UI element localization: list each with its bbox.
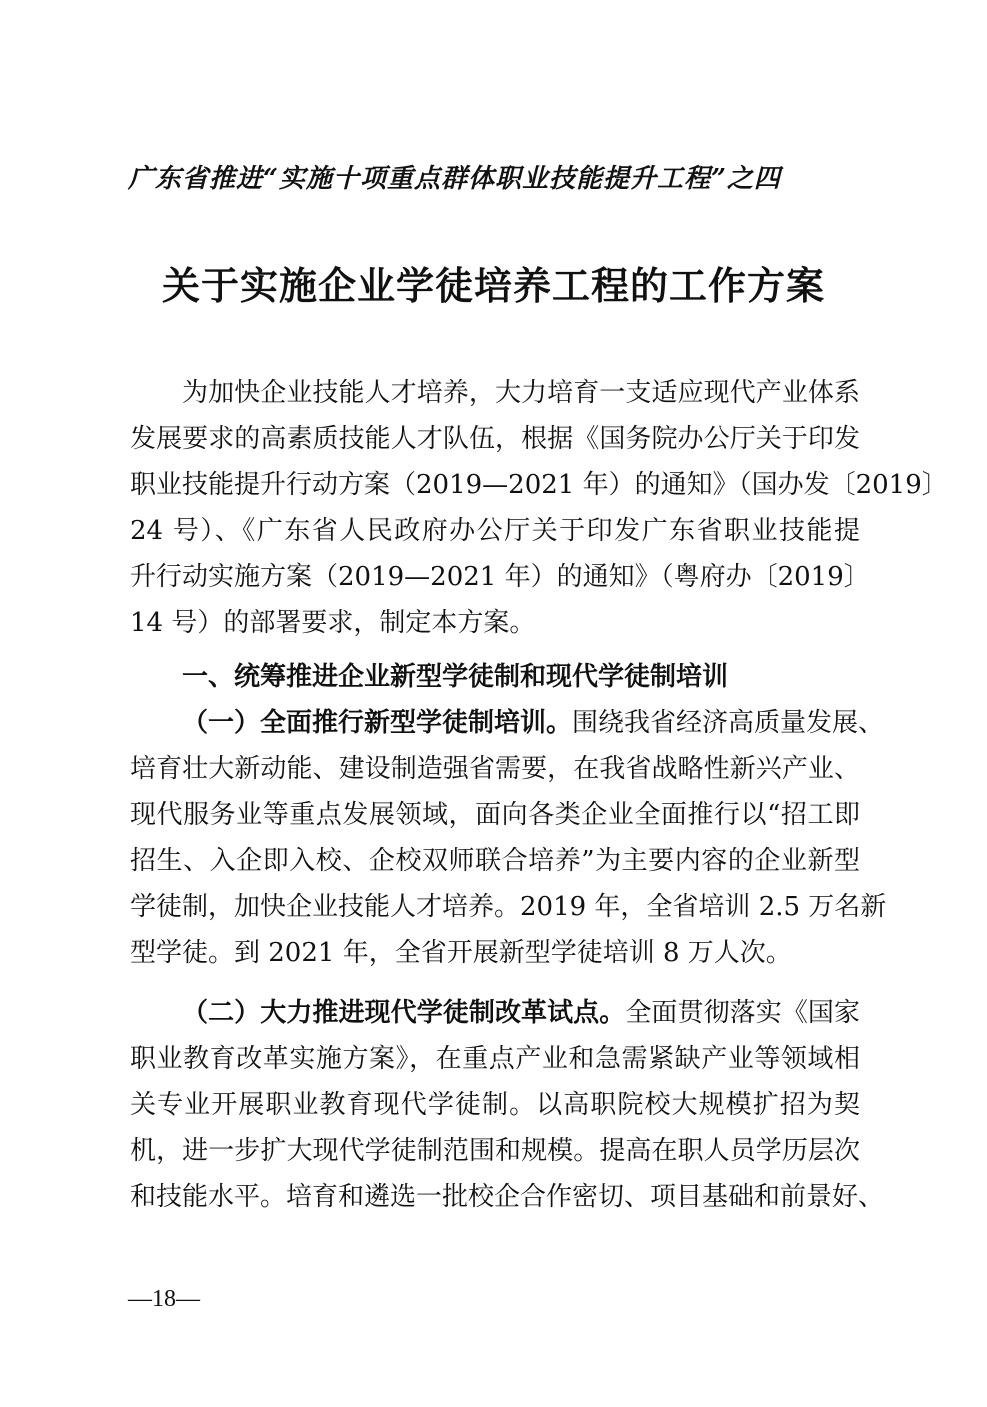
- item2-line: 职业教育改革实施方案》，在重点产业和急需紧缺产业等领域相: [130, 1044, 860, 1074]
- item1-line: 型学徒。到 2021 年，全省开展新型学徒培训 8 万人次。: [130, 938, 792, 968]
- item2-line: 机，进一步扩大现代学徒制范围和规模。提高在职人员学历层次: [130, 1136, 860, 1166]
- item2-heading: （二）大力推进现代学徒制改革试点。: [182, 998, 626, 1028]
- item1-line: 现代服务业等重点发展领域，面向各类企业全面推行以“招工即: [130, 800, 860, 830]
- document-title: 关于实施企业学徒培养工程的工作方案: [161, 263, 825, 308]
- section-heading: 一、统筹推进企业新型学徒制和现代学徒制培训: [182, 662, 729, 692]
- item1-first-line: [182, 700, 885, 746]
- item1-first-rest: 围绕我省经济高质量发展、: [572, 708, 885, 738]
- intro-line: 14 号）的部署要求，制定本方案。: [130, 608, 536, 638]
- item1-heading: （一）全面推行新型学徒制培训。: [182, 708, 573, 738]
- item1-line: 学徒制，加快企业技能人才培养。2019 年，全省培训 2.5 万名新: [130, 892, 887, 922]
- item2-line: 和技能水平。培育和遴选一批校企合作密切、项目基础和前景好、: [130, 1182, 885, 1212]
- intro-line: 职业技能提升行动方案（2019—2021 年）的通知》（国办发〔2019〕: [130, 470, 948, 500]
- item2-first-rest: 全面贯彻落实《国家: [625, 998, 860, 1028]
- item2-line: 关专业开展职业教育现代学徒制。以高职院校大规模扩招为契: [130, 1090, 860, 1120]
- intro-line: 为加快企业技能人才培养，大力培育一支适应现代产业体系: [182, 378, 860, 408]
- intro-line: 发展要求的高素质技能人才队伍，根据《国务院办公厅关于印发: [130, 424, 860, 454]
- intro-line: 24 号）、《广东省人民政府办公厅关于印发广东省职业技能提: [130, 516, 860, 546]
- item1-line: 培育壮大新动能、建设制造强省需要，在我省战略性新兴产业、: [130, 754, 860, 784]
- document-subtitle: 广东省推进“实施十项重点群体职业技能提升工程”之四: [128, 164, 781, 194]
- page-number: —18—: [128, 1286, 200, 1312]
- intro-line: 升行动实施方案（2019—2021 年）的通知》（粤府办〔2019〕: [130, 562, 870, 592]
- item1-line: 招生、入企即入校、企校双师联合培养”为主要内容的企业新型: [130, 846, 860, 876]
- item2-first-line: [182, 990, 860, 1036]
